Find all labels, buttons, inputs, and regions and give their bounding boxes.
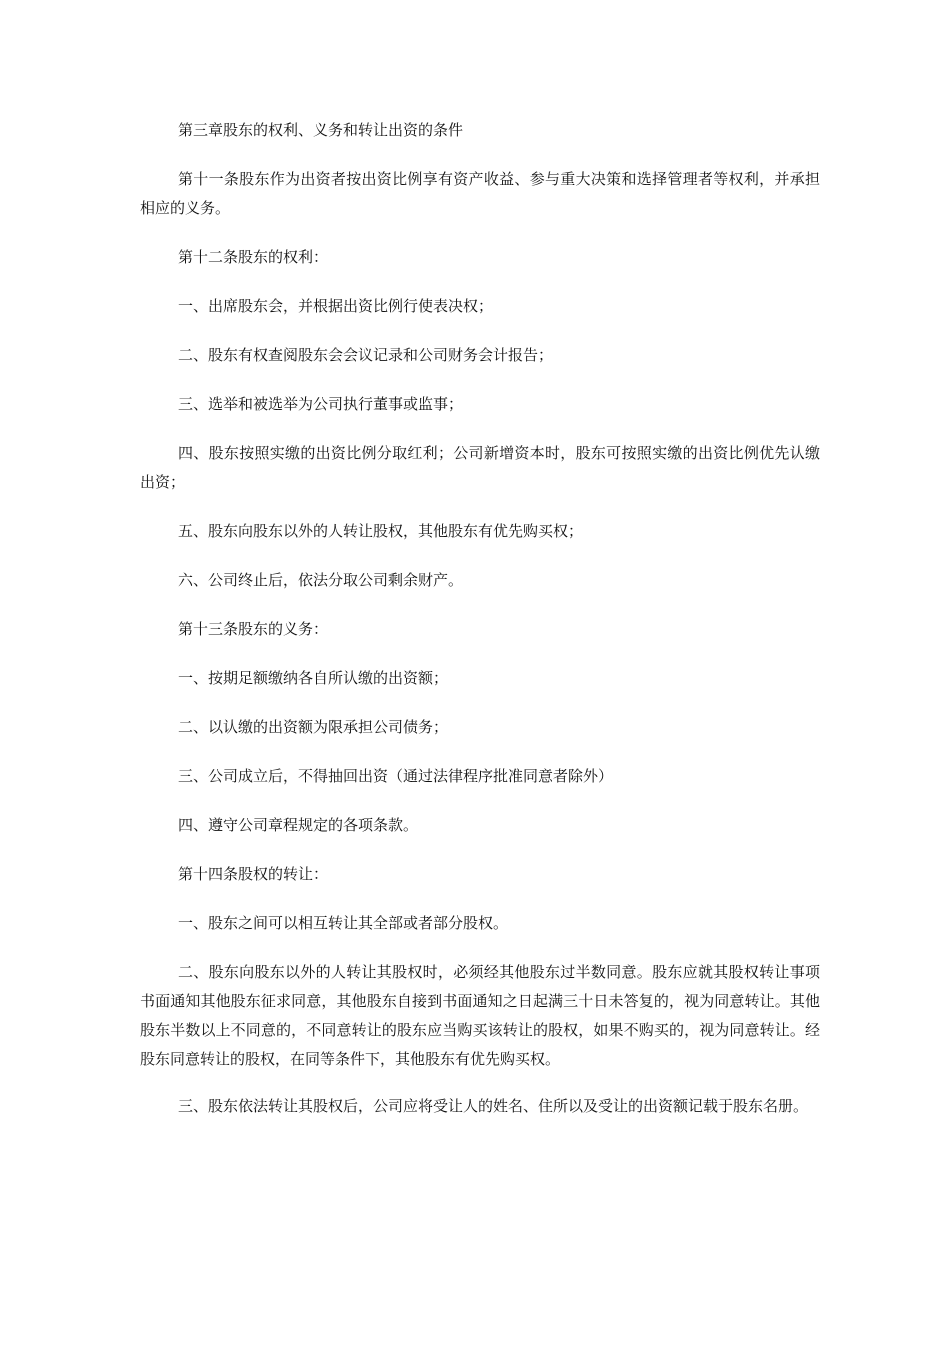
article-12-item-6: 六、公司终止后，依法分取公司剩余财产。 [178, 571, 464, 589]
article-12-item-2: 二、股东有权查阅股东会会议记录和公司财务会计报告； [178, 346, 554, 364]
article-14-item-3: 三、股东依法转让其股权后，公司应将受让人的姓名、住所以及受让的出资额记载于股东名册。 [178, 1097, 809, 1115]
article-13-item-1: 一、按期足额缴纳各自所认缴的出资额； [178, 669, 449, 687]
article-13-item-2: 二、以认缴的出资额为限承担公司债务； [178, 718, 449, 736]
article-12-item-4: 四、股东按照实缴的出资比例分取红利；公司新增资本时，股东可按照实缴的出资比例优先认缴出资； [140, 444, 820, 491]
chapter-title: 第三章股东的权利、义务和转让出资的条件 [178, 121, 464, 139]
article-11: 第十一条股东作为出资者按出资比例享有资产收益、参与重大决策和选择管理者等权利，并承担相应的义务。 [140, 170, 820, 217]
article-13-item-4: 四、遵守公司章程规定的各项条款。 [178, 816, 419, 834]
article-14-item-2: 二、股东向股东以外的人转让其股权时，必须经其他股东过半数同意。股东应就其股权转让事项书面通知其他股东征求同意，其他股东自接到书面通知之日起满三十日未答复的，视为同意转让。其他股东半数以上不同意的，不同意转让的股东应当购买该转让的股权，如果不购买的，视为同意转让。经股东同意转让的股权，在同等条件下，其他股东有优先购买权。 [140, 963, 820, 1068]
article-14-heading: 第十四条股权的转让： [178, 865, 329, 883]
article-12-item-1: 一、出席股东会，并根据出资比例行使表决权； [178, 297, 494, 315]
article-12-item-3: 三、选举和被选举为公司执行董事或监事； [178, 395, 464, 413]
document-body [140, 116, 820, 1141]
article-12-heading: 第十二条股东的权利： [178, 248, 329, 266]
article-12-item-5: 五、股东向股东以外的人转让股权，其他股东有优先购买权； [178, 522, 584, 540]
article-13-item-3: 三、公司成立后，不得抽回出资（通过法律程序批准同意者除外） [178, 767, 614, 785]
article-13-heading: 第十三条股东的义务： [178, 620, 329, 638]
article-14-item-1: 一、股东之间可以相互转让其全部或者部分股权。 [178, 914, 509, 932]
